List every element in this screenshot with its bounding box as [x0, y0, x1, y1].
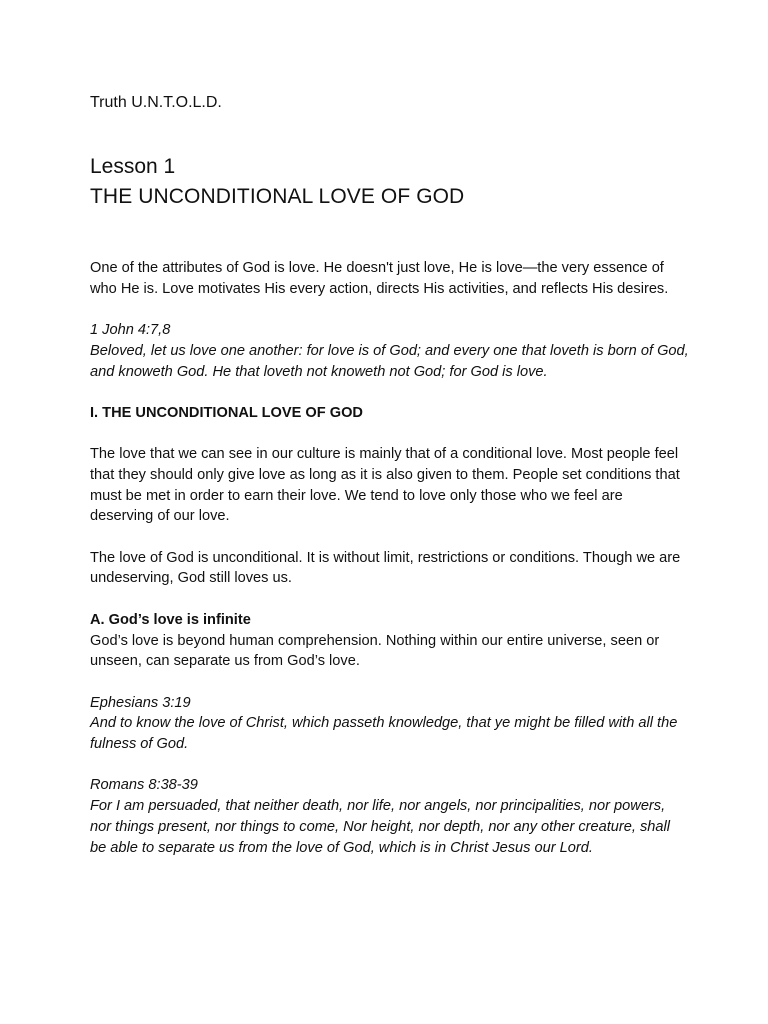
scripture-text: Beloved, let us love one another: for love is of God; and every one that loveth is born of God, and knoweth God. He that loveth not knoweth not God; for God is love.: [90, 342, 689, 380]
section-heading: I. THE UNCONDITIONAL LOVE OF GOD: [90, 404, 363, 421]
scripture-text: And to know the love of Christ, which passeth knowledge, that ye might be filled with all the fulness of God.: [90, 715, 678, 753]
scripture-reference: Ephesians 3:19: [90, 694, 191, 711]
lesson-title: THE UNCONDITIONAL LOVE OF GOD: [90, 185, 465, 208]
subsection-heading: A. God’s love is infinite: [90, 611, 251, 628]
body-paragraph: The love of God is unconditional. It is without limit, restrictions or conditions. Though we are undeserving, God still loves us.: [90, 549, 681, 587]
body-paragraph: The love that we can see in our culture is mainly that of a conditional love. Most people feel that they should only give love as long as it is also given to them. People set conditions that must be met in order to earn their love. We tend to love only those who we feel are deserving of our love.: [90, 446, 680, 525]
body-paragraph: God’s love is beyond human comprehension. Nothing within our entire universe, seen or unseen, can separate us from God’s love.: [90, 632, 660, 670]
scripture-text: For I am persuaded, that neither death, nor life, nor angels, nor principalities, nor powers, nor things present, nor things to come, Nor height, nor depth, nor any other creature, shall be able to separate us from the love of God, which is in Christ Jesus our Lord.: [90, 798, 671, 856]
scripture-reference: Romans 8:38-39: [90, 777, 198, 794]
scripture-reference: 1 John 4:7,8: [90, 322, 171, 339]
lesson-label: Lesson 1: [90, 155, 176, 178]
intro-paragraph: One of the attributes of God is love. He doesn't just love, He is love—the very essence of who He is. Love motivates His every action, directs His activities, and reflects His desires.: [90, 260, 669, 297]
series-title: Truth U.N.T.O.L.D.: [90, 94, 222, 111]
document-page: [90, 92, 690, 858]
